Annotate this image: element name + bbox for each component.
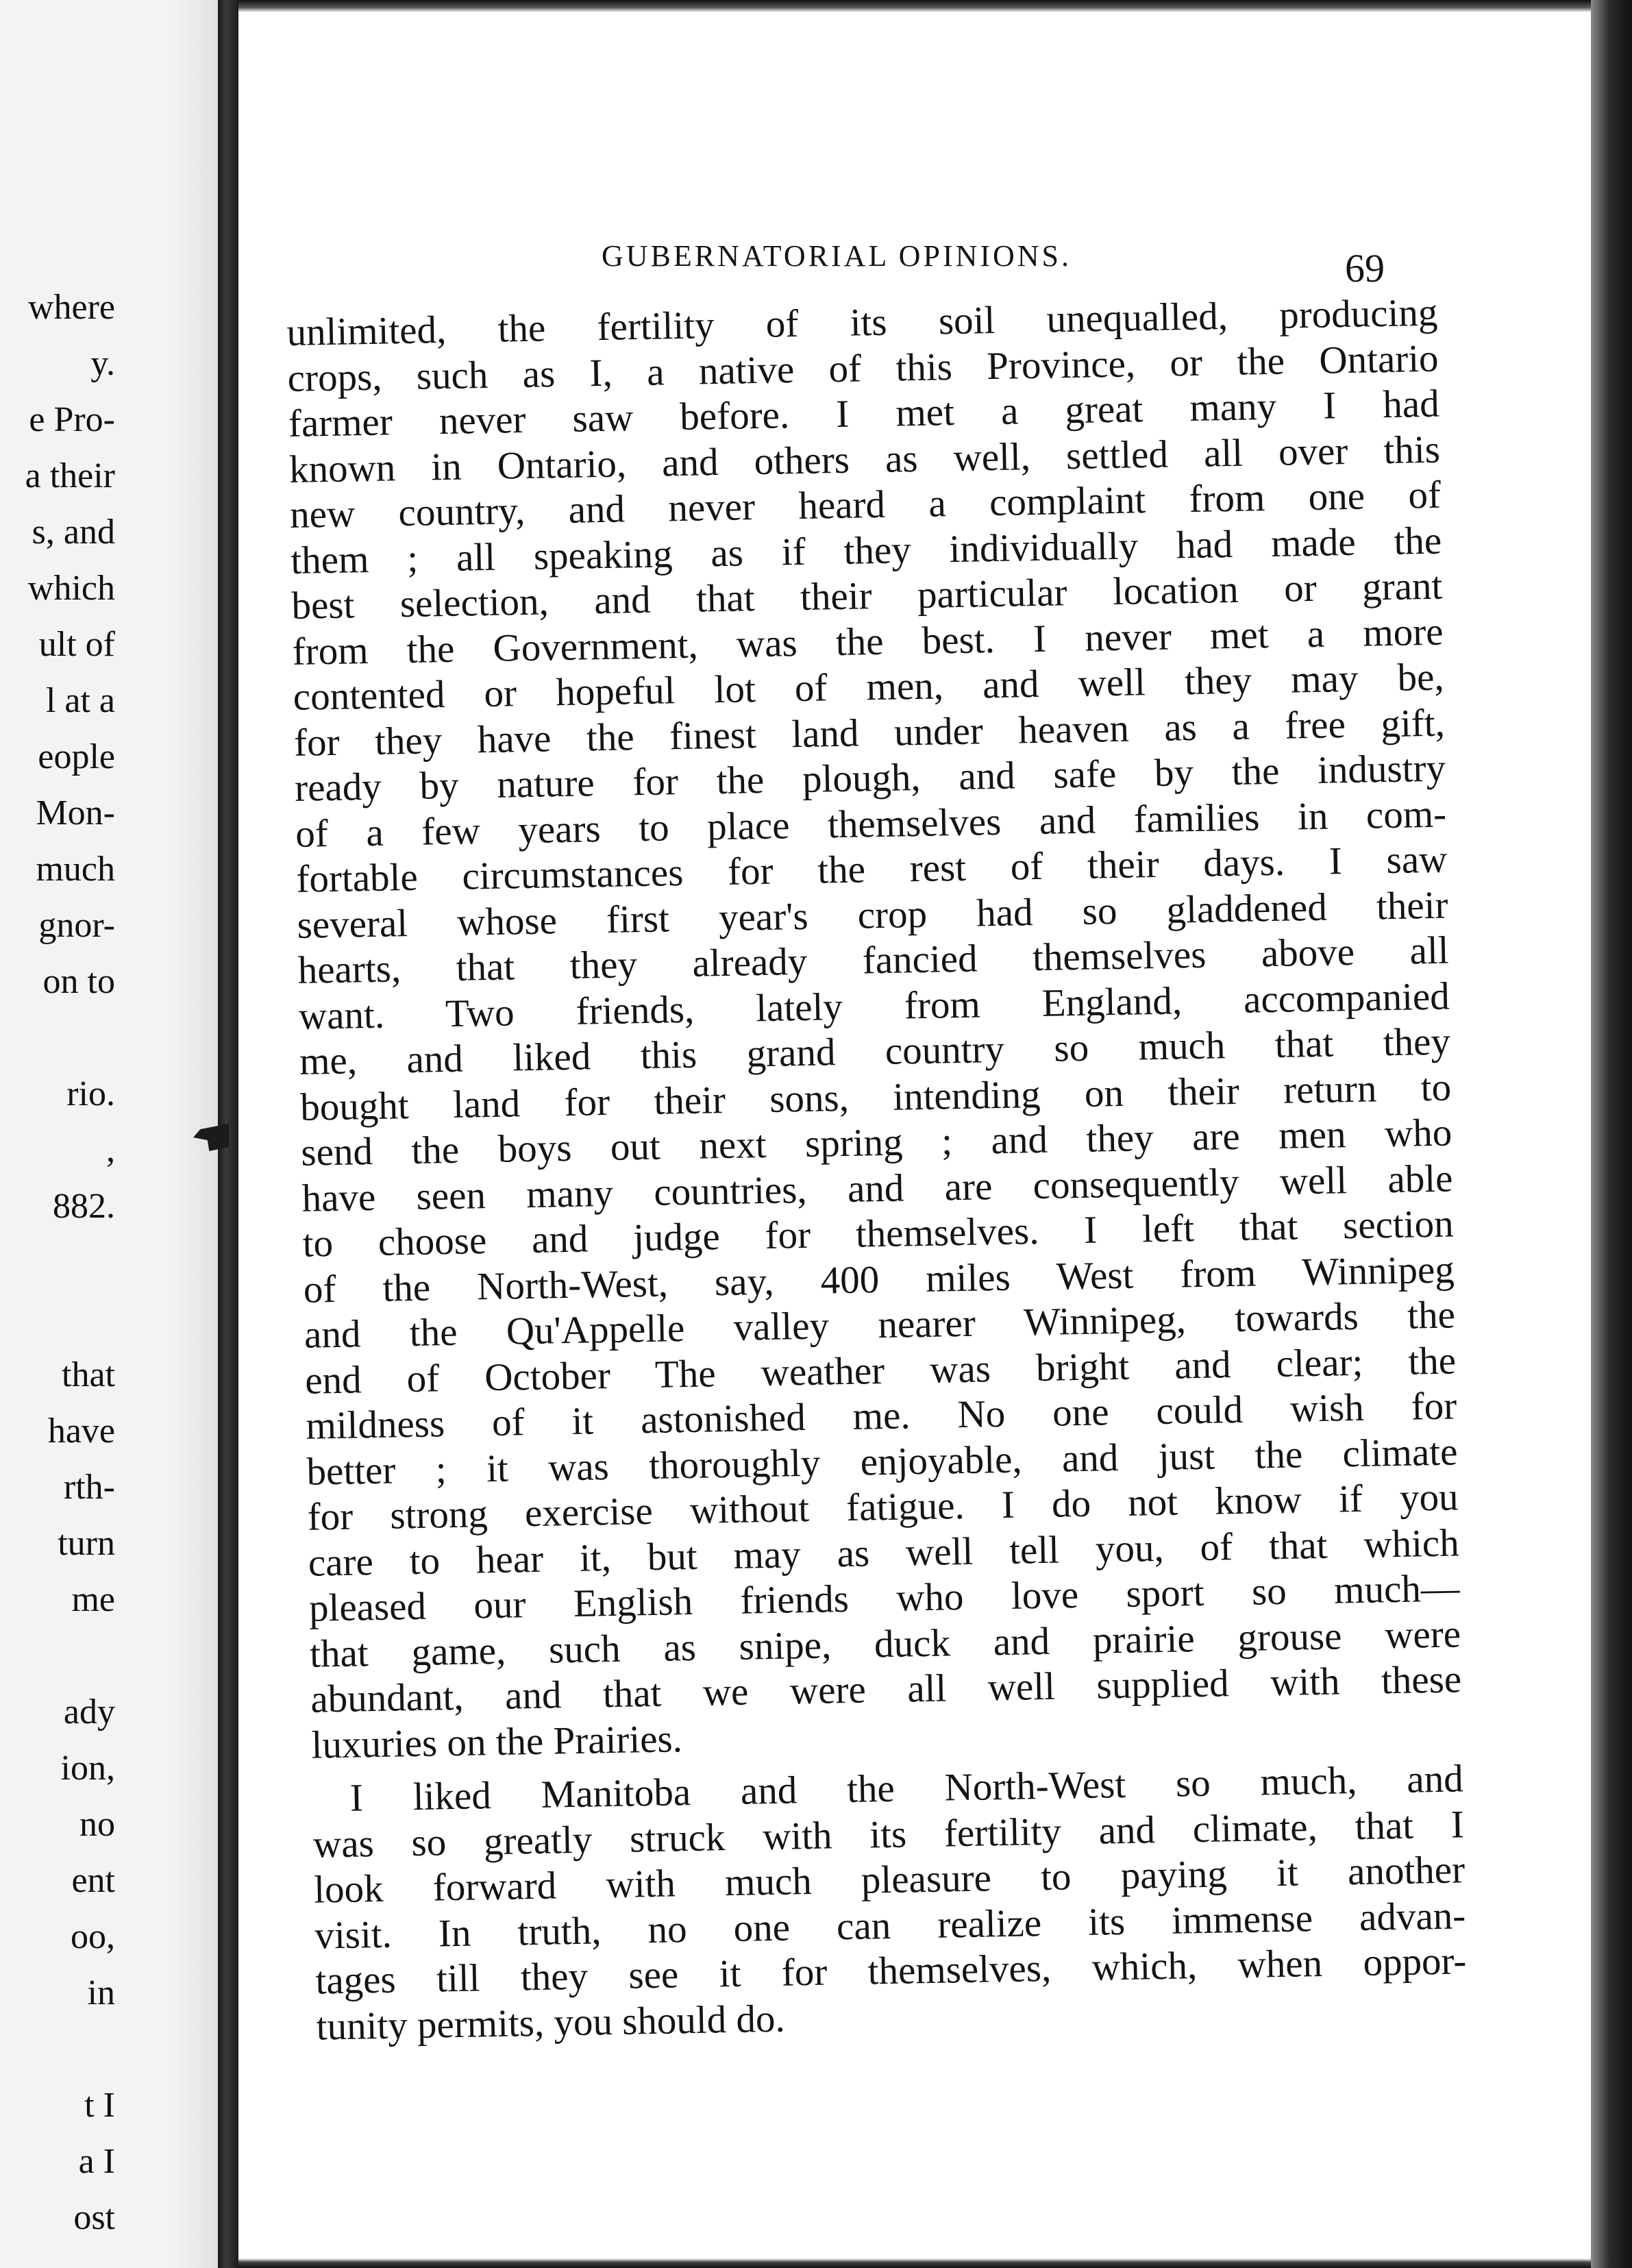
- text-line: tages till they see it for themselves, which, when oppor-: [315, 1939, 1467, 2003]
- text-line: to choose and judge for themselves. I left that section: [302, 1202, 1455, 1266]
- paragraph: [286, 291, 1463, 1768]
- scan-bottom-edge: [238, 2258, 1632, 2268]
- left-page-fragment: s, and: [32, 513, 115, 552]
- text-line: pleased our English friends who love sport so much—: [308, 1566, 1461, 1630]
- text-line: best selection, and that their particular location or grant: [290, 564, 1443, 628]
- text-line: for strong exercise without fatigue. I do not know if you: [307, 1475, 1459, 1539]
- text-line: for they have the finest land under heaven as a free gift,: [293, 701, 1446, 765]
- text-line: mildness of it astonished me. No one could wish for: [305, 1384, 1457, 1448]
- left-page-fragment: a their: [25, 456, 115, 495]
- text-line: them ; all speaking as if they individually had made the: [290, 519, 1442, 582]
- left-page-fragment: me: [71, 1580, 115, 1619]
- text-line: fortable circumstances for the rest of their days. I saw: [295, 837, 1448, 901]
- paragraph: [312, 1756, 1468, 2049]
- left-page-fragment: on to: [42, 962, 115, 1001]
- body-text: [286, 291, 1468, 2050]
- running-head: GUBERNATORIAL OPINIONS.: [602, 239, 1072, 273]
- left-page-fragment: rth-: [63, 1468, 115, 1507]
- text-line: have seen many countries, and are consequently well able: [301, 1156, 1453, 1220]
- text-line: of the North-West, say, 400 miles West from Winnipeg: [303, 1247, 1455, 1311]
- text-line: of a few years to place themselves and families in com-: [295, 792, 1447, 856]
- text-line: tunity permits, you should do.: [316, 1997, 786, 2049]
- text-line: unlimited, the fertility of its soil unequalled, producing: [286, 291, 1438, 354]
- text-line: bought land for their sons, intending on their return to: [299, 1065, 1452, 1129]
- text-line: send the boys out next spring ; and they are men who: [300, 1111, 1452, 1174]
- left-page-fragment: Mon-: [36, 793, 115, 833]
- left-page-fragment: no: [79, 1805, 115, 1844]
- text-line: care to hear it, but may as well tell you, of that which: [308, 1520, 1460, 1585]
- text-line: crops, such as I, a native of this Province, or the Ontario: [287, 336, 1439, 400]
- left-page-fragment: have: [47, 1412, 115, 1451]
- left-page-fragment: oo,: [71, 1917, 115, 1956]
- left-page-fragment: turn: [58, 1524, 115, 1563]
- left-page-fragment: gnor-: [38, 906, 115, 945]
- text-line: want. Two friends, lately from England, accompanied: [298, 974, 1450, 1038]
- left-page-fragment: eople: [38, 737, 115, 776]
- left-page-fragment: ult of: [38, 625, 115, 664]
- text-line: new country, and never heard a complaint from one of: [289, 473, 1442, 537]
- left-page-fragment: ost: [73, 2198, 115, 2237]
- left-page-fragment: ion,: [60, 1749, 115, 1788]
- scan-right-edge: [1591, 0, 1632, 2268]
- text-line: several whose first year's crop had so gladdened their: [297, 883, 1448, 947]
- text-line: and the Qu'Appelle valley nearer Winnipeg, towards the: [304, 1293, 1456, 1357]
- text-line: me, and liked this grand country so much that they: [299, 1020, 1451, 1083]
- text-line: look forward with much pleasure to paying it another: [313, 1848, 1466, 1912]
- page-number: 69: [1345, 246, 1385, 291]
- text-line: luxuries on the Prairies.: [310, 1716, 683, 1767]
- text-line: ready by nature for the plough, and safe by the industry: [294, 746, 1446, 810]
- text-line: better ; it was thoroughly enjoyable, and just the climate: [306, 1429, 1458, 1494]
- left-page-fragment: which: [27, 569, 115, 608]
- text-line: was so greatly struck with its fertility and climate, that I: [312, 1802, 1465, 1866]
- main-page: [238, 12, 1591, 2258]
- text-line: farmer never saw before. I met a great many I had: [288, 382, 1440, 445]
- scan-top-edge: [238, 0, 1632, 12]
- left-page-fragment: in: [87, 1973, 115, 2012]
- left-page-fragment: e Pro-: [29, 400, 115, 439]
- text-line: that game, such as snipe, duck and prairie grouse were: [309, 1612, 1461, 1676]
- text-line: I liked Manitoba and the North-West so much, and: [349, 1757, 1464, 1820]
- text-line: hearts, that they already fancied themselves above all: [297, 928, 1450, 992]
- left-page-fragment: where: [27, 288, 115, 327]
- text-line: known in Ontario, and others as well, settled all over this: [288, 428, 1441, 491]
- text-line: from the Government, was the best. I never met a more: [292, 610, 1444, 674]
- left-page-fragment: ent: [71, 1861, 115, 1900]
- left-page-fragment: much: [36, 850, 115, 889]
- left-page-fragment: t I: [84, 2086, 115, 2125]
- left-page-fragment: rio.: [66, 1074, 115, 1113]
- text-line: contented or hopeful lot of men, and well they may be,: [293, 655, 1445, 719]
- left-page-fragment: l at a: [45, 681, 115, 720]
- text-line: visit. In truth, no one can realize its immense advan-: [314, 1893, 1466, 1958]
- left-page-fragment: y.: [90, 344, 115, 383]
- left-page-fragment: 882.: [53, 1187, 115, 1226]
- left-page-fragment: that: [62, 1355, 115, 1394]
- text-line: abundant, and that we were all well supplied with these: [310, 1657, 1462, 1721]
- text-line: end of October The weather was bright and clear; the: [304, 1338, 1457, 1403]
- left-page-fragment: a I: [78, 2142, 115, 2181]
- left-page-fragment: ,: [106, 1131, 115, 1170]
- left-page-fragment: ady: [63, 1692, 115, 1731]
